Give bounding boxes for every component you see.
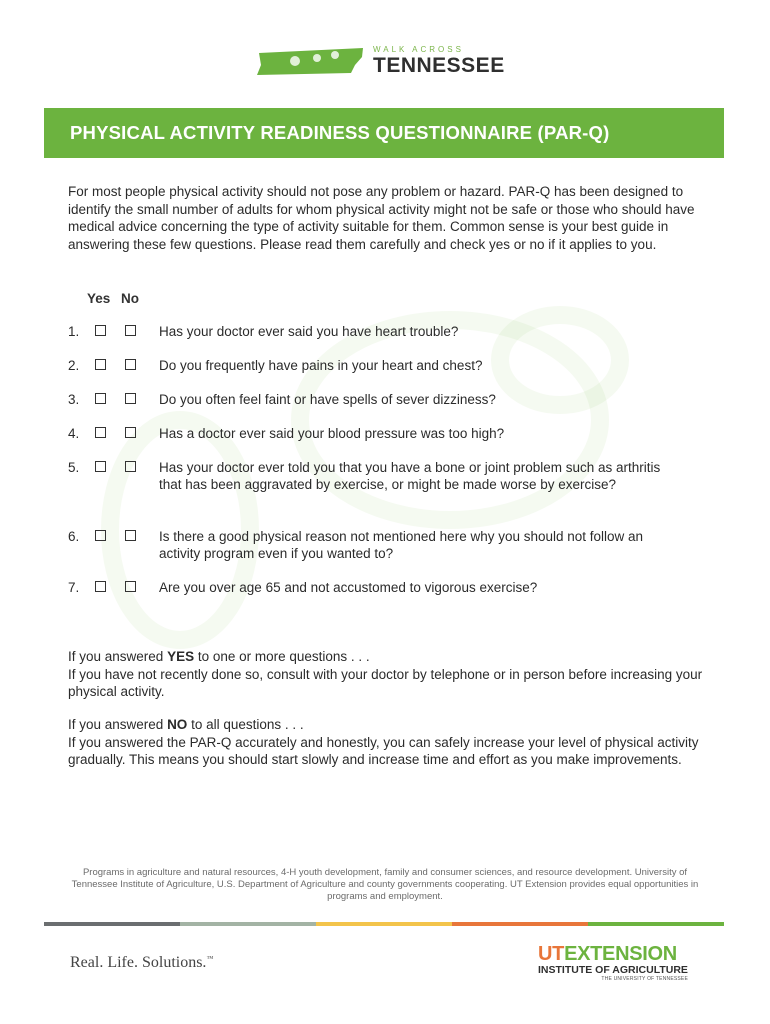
yes-guidance-body: If you have not recently done so, consult with your doctor by telephone or in person before increasing your physical activity. [68,666,703,699]
no-guidance [68,716,718,769]
question-text: Are you over age 65 and not accustomed to vigorous exercise? [159,580,538,595]
question-number: 1. [68,324,80,339]
logo-title: TENNESSEE [373,54,505,77]
stripe-segment [588,922,724,926]
yes-guidance-heading [68,648,718,666]
ut-extension-wordmark [538,944,688,964]
tagline [70,954,213,972]
ut-extension-logo [538,944,688,982]
intro-text: For most people physical activity should not pose any problem or hazard. PAR-Q has been designed to identify the small number of adults for whom physical activity might not be safe or those who should have medical advice concerning the type of activity suitable for them. Common sense is your best guide in answering these few questions. Please read them carefully and check yes or no if it applies to you. [68,184,695,252]
no-checkbox[interactable] [125,427,136,438]
yes-checkbox[interactable] [95,393,106,404]
no-checkbox[interactable] [125,393,136,404]
walk-across-tennessee-logo [255,42,525,82]
university-name: THE UNIVERSITY OF TENNESSEE [601,976,688,982]
no-checkbox[interactable] [125,461,136,472]
yes-guidance [68,648,718,701]
no-suffix: to all questions . . . [187,717,304,732]
question-text: Has a doctor ever said your blood pressure was too high? [159,426,505,441]
color-stripe-divider [44,922,724,926]
tennessee-map-icon [255,45,367,77]
yes-checkbox[interactable] [95,581,106,592]
stripe-segment [452,922,588,926]
question-number: 6. [68,529,80,544]
no-prefix: If you answered [68,717,168,732]
question-number: 7. [68,580,80,595]
yes-checkbox[interactable] [95,325,106,336]
question-text: Has your doctor ever told you that you have a bone or joint problem such as arthritis that has been aggravated by exercise, or might be made worse by exercise? [159,460,661,492]
no-checkbox[interactable] [125,530,136,541]
trademark-mark: ™ [206,954,214,963]
question-text: Do you often feel faint or have spells of sever dizziness? [159,392,496,407]
no-checkbox[interactable] [125,359,136,370]
stripe-segment [44,922,180,926]
logo-tagline: WALK ACROSS [373,45,464,54]
question-number: 5. [68,460,80,475]
tagline-text: Real. Life. Solutions. [70,954,207,971]
yes-keyword: YES [167,649,195,664]
no-column-header: No [121,291,139,306]
extension-word: EXTENSION [564,943,677,965]
no-checkbox[interactable] [125,581,136,592]
question-text: Do you frequently have pains in your heart and chest? [159,358,483,373]
yes-checkbox[interactable] [95,359,106,370]
stripe-segment [316,922,452,926]
question-text: Is there a good physical reason not mentioned here why you should not follow an activity program even if you wanted to? [159,529,644,561]
question-number: 2. [68,358,80,373]
no-checkbox[interactable] [125,325,136,336]
yes-checkbox[interactable] [95,427,106,438]
footer-disclaimer: Programs in agriculture and natural resources, 4-H youth development, family and consumer sciences, and resource development. University of Tennessee Institute of Agriculture, U.S. Department of Agriculture and county governments cooperating. UT Extension provides equal opportunities in programs and employment. [71,867,699,902]
yes-checkbox[interactable] [95,530,106,541]
yes-checkbox[interactable] [95,461,106,472]
question-number: 4. [68,426,80,441]
no-guidance-body: If you answered the PAR-Q accurately and honestly, you can safely increase your level of physical activity gradually. This means you should start slowly and increase time and effort as you make improvements. [68,734,699,767]
page-title: PHYSICAL ACTIVITY READINESS QUESTIONNAIRE (PAR-Q) [44,108,724,158]
question-number: 3. [68,392,80,407]
stripe-segment [180,922,316,926]
question-text: Has your doctor ever said you have heart trouble? [159,324,459,339]
yes-suffix: to one or more questions . . . [194,649,370,664]
ut-mark: UT [538,943,565,965]
yes-prefix: If you answered [68,649,168,664]
no-keyword: NO [167,717,188,732]
institute-name: INSTITUTE OF AGRICULTURE [538,964,688,976]
no-guidance-heading [68,716,718,734]
yes-column-header: Yes [87,291,111,306]
